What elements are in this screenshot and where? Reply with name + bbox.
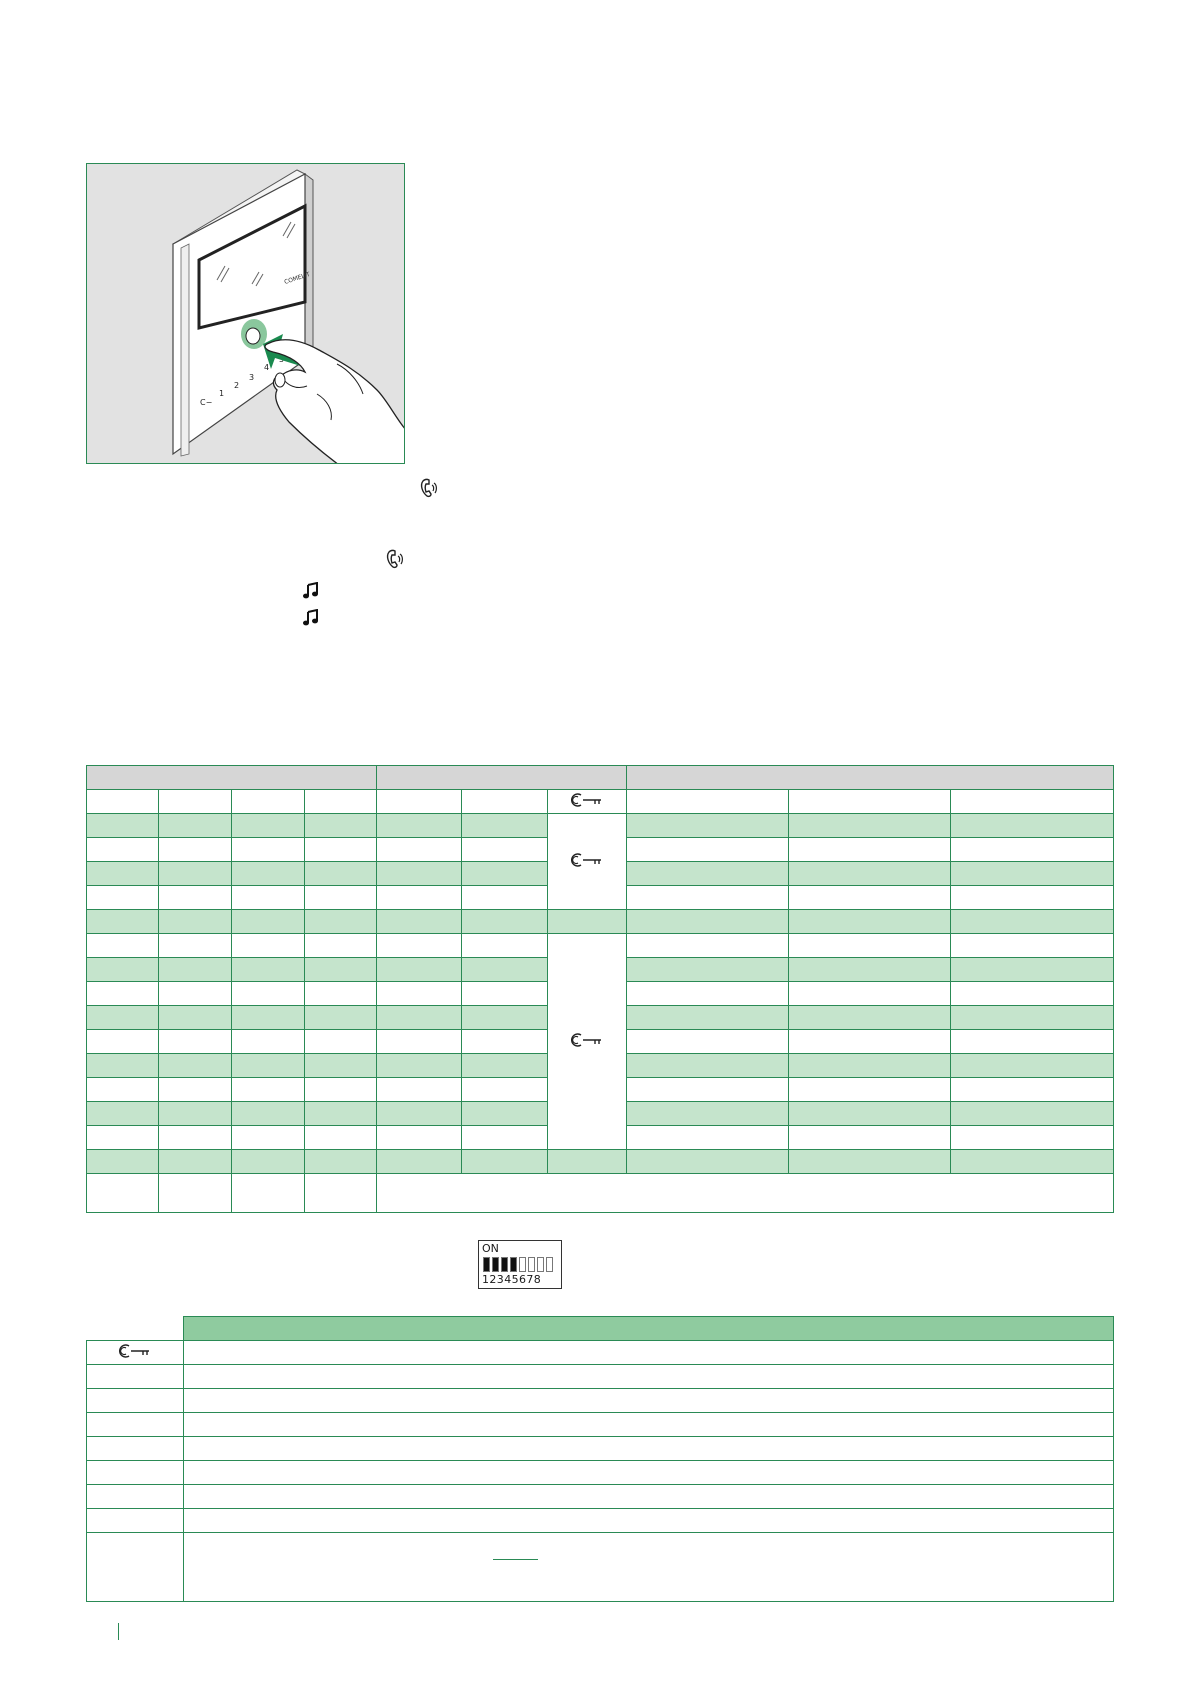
- dip-switch-toggle: [519, 1257, 526, 1272]
- dip-switch-toggle: [537, 1257, 544, 1272]
- dip-switch: [478, 1240, 562, 1289]
- table-row: [87, 1485, 1114, 1509]
- handset-call-icon: [419, 477, 439, 503]
- table-row: [87, 934, 1114, 958]
- table-row: [87, 1365, 1114, 1389]
- dip-switch-numbers: 12345678: [482, 1273, 542, 1286]
- footer-divider: [118, 1623, 119, 1640]
- svg-text:3: 3: [249, 373, 255, 382]
- svg-text:4: 4: [264, 363, 270, 372]
- music-note-icon: [302, 582, 320, 604]
- dip-switch-toggle: [528, 1257, 535, 1272]
- configuration-table: [86, 765, 1114, 1213]
- table-row: [87, 1437, 1114, 1461]
- table-header-row: [87, 766, 1114, 790]
- door-lock-key-icon: [87, 1341, 184, 1365]
- handset-call-icon: [385, 548, 405, 574]
- svg-text:COMELIT: COMELIT: [283, 271, 311, 286]
- door-lock-key-icon: [548, 814, 627, 910]
- table-row: [87, 1174, 1114, 1213]
- table-row: [87, 814, 1114, 838]
- dip-switch-on-label: ON: [482, 1242, 499, 1255]
- table-header-row: [87, 1317, 1114, 1341]
- table-row: [87, 1533, 1114, 1602]
- monitor-illustration: [86, 163, 405, 464]
- music-note-icon: [302, 609, 320, 631]
- dip-switch-toggle: [510, 1257, 517, 1272]
- underline-mark: [493, 1559, 538, 1560]
- table-row: [87, 790, 1114, 814]
- table-row: [87, 1341, 1114, 1365]
- dip-switch-toggle: [483, 1257, 490, 1272]
- table-row: [87, 1389, 1114, 1413]
- function-table: [86, 1316, 1114, 1602]
- table-row: [87, 910, 1114, 934]
- table-row: [87, 1413, 1114, 1437]
- dip-switch-toggle: [546, 1257, 553, 1272]
- dip-switch-toggle: [501, 1257, 508, 1272]
- svg-text:2: 2: [234, 381, 240, 390]
- svg-text:1: 1: [219, 389, 225, 398]
- table-row: [87, 1461, 1114, 1485]
- door-lock-key-icon: [548, 790, 627, 814]
- dip-switch-toggle: [492, 1257, 499, 1272]
- table-row: [87, 1150, 1114, 1174]
- table-row: [87, 1509, 1114, 1533]
- key-symbol: C−: [200, 398, 213, 407]
- door-lock-key-icon: [548, 934, 627, 1150]
